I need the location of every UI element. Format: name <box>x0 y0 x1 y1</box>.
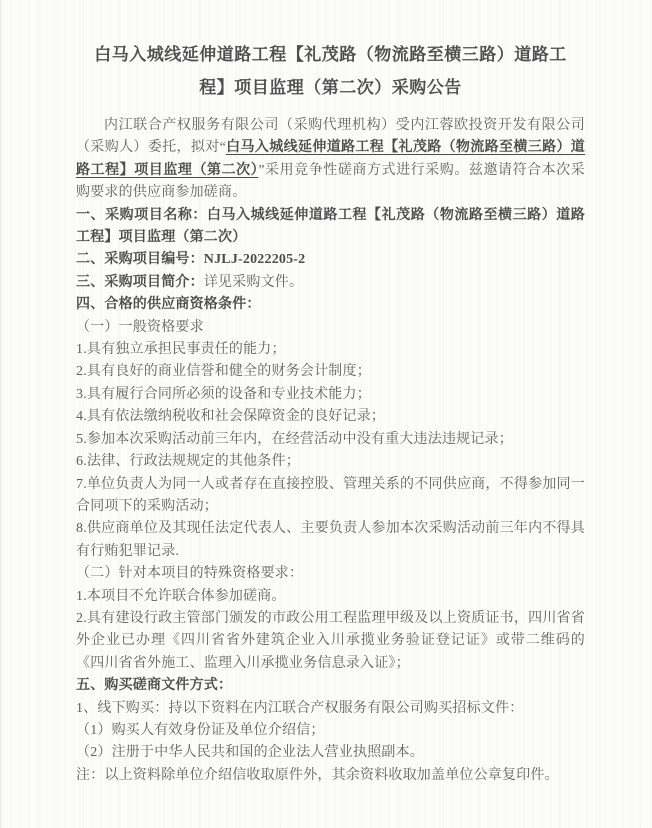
general-requirement-item-5: 5.参加本次采购活动前三年内，在经营活动中没有重大违法违规记录； <box>76 431 513 447</box>
section-3-value: 详见采购文件。 <box>203 274 304 290</box>
special-requirement-item-1: 1.本项目不允许联合体参加磋商。 <box>76 588 286 604</box>
purchase-subitem-2: （2）注册于中华人民共和国的企业法人营业执照副本。 <box>76 745 424 761</box>
purchase-subitem-1: （1）购买人有效身份证及单位介绍信； <box>76 722 325 738</box>
general-requirement-item-7: 7.单位负责人为同一人或者存在直接控股、管理关系的不同供应商，不得参加同一合同项下的采购活动； <box>76 476 585 514</box>
general-requirements-header: （一）一般资格要求 <box>76 319 204 335</box>
section-2-project-number: 二、采购项目编号：NJLJ-2022205-2 <box>76 252 306 268</box>
section-3-project-brief <box>76 272 585 294</box>
note-line: 注：以上资料除单位介绍信收取原件外，其余资料收取加盖单位公章复印件。 <box>76 767 559 783</box>
section-5-purchase-method-header: 五、购买磋商文件方式： <box>76 678 233 694</box>
general-requirement-item-3: 3.具有履行合同所必须的设备和专业技术能力； <box>76 386 371 402</box>
general-requirement-item-6: 6.法律、行政法规规定的其他条件； <box>76 454 300 470</box>
special-requirements-header: （二）针对本项目的特殊资格要求： <box>76 566 304 582</box>
intro-quoted-project-name: 白马入城线延伸道路工程【礼茂路（物流路至横三路）道路工程】项目监理（第二次） <box>76 140 585 178</box>
document-title-line-1: 白马入城线延伸道路工程【礼茂路（物流路至横三路）道路工 <box>94 45 567 64</box>
document-title-line-2: 程】项目监理（第二次）采购公告 <box>199 78 462 97</box>
purchase-offline-line: 1、线下购买：持以下资料在内江联合产权服务有限公司购买招标文件： <box>76 700 524 716</box>
document-title <box>76 38 585 104</box>
general-requirement-item-2: 2.具有良好的商业信誉和健全的财务会计制度； <box>76 364 371 380</box>
intro-text-pre: 内江联合产权服务有限公司（采购代理机构）受内江蓉欧投资开发有限公司（采购人）委托，拟对“ <box>76 118 585 156</box>
section-3-label: 三、采购项目简介： <box>76 274 204 290</box>
section-1-project-name: 一、采购项目名称：白马入城线延伸道路工程【礼茂路（物流路至横三路）道路工程】项目监理（第二次） <box>76 207 585 246</box>
general-requirement-item-1: 1.具有独立承担民事责任的能力； <box>76 342 286 358</box>
general-requirement-item-8: 8.供应商单位及其现任法定代表人、主要负责人参加本次采购活动前三年内不得具有行贿犯罪记录. <box>76 521 585 559</box>
special-requirement-item-2: 2.具有建设行政主管部门颁发的市政公用工程监理甲级及以上资质证书，四川省省外企业已办理《四川省省外建筑企业入川承揽业务验证登记证》或带二维码的《四川省省外施工、监理入川承揽业务信息录入证》； <box>76 610 585 671</box>
intro-text-post: ”采用竞争性磋商方式进行采购。兹邀请符合本次采购要求的供应商参加磋商。 <box>76 162 585 201</box>
intro-paragraph <box>76 115 585 205</box>
general-requirement-item-4: 4.具有依法缴纳税收和社会保障资金的良好记录； <box>76 409 386 425</box>
section-4-qualification-header: 四、合格的供应商资格条件： <box>76 297 261 313</box>
